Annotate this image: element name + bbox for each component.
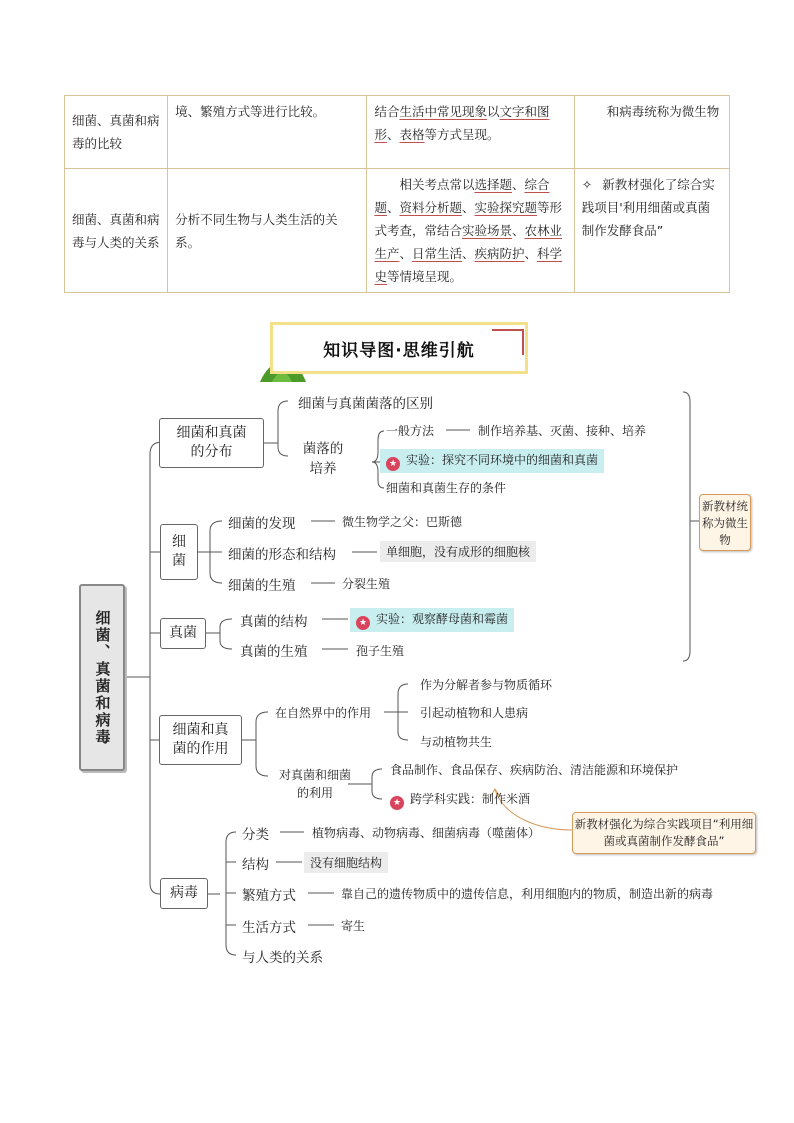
exam-text: 、: [399, 246, 412, 261]
exam-text: 、: [511, 177, 525, 192]
star-icon: ★: [390, 796, 404, 810]
exam-text: 结合: [374, 104, 400, 119]
branch-virus: [160, 878, 208, 909]
virus-lifestyle: 生活方式: [242, 920, 296, 936]
star-icon: ★: [386, 457, 400, 471]
branch-label: 细菌和真菌的作用: [172, 722, 229, 757]
branch-label: 病毒: [170, 885, 198, 901]
bacteria-discovery: 细菌的发现: [228, 516, 296, 532]
exam-text: 、: [461, 246, 475, 261]
table-row: [65, 96, 730, 169]
bacteria-reproduction-detail: 分裂生殖: [342, 577, 391, 591]
virus-lifestyle-detail: 寄生: [341, 919, 366, 933]
summary-table: [64, 95, 730, 293]
exam-text: 、: [386, 127, 400, 142]
banner-title: 知识导图·思维引航: [323, 340, 475, 361]
requirement-cell: 境、繁殖方式等进行比较。: [168, 96, 367, 169]
general-method: 一般方法: [386, 424, 435, 438]
branch-fungi: [160, 618, 206, 649]
topic-cell: 细菌、真菌和病毒的比较: [65, 96, 168, 169]
fungi-reproduction-detail: 孢子生殖: [356, 644, 405, 658]
sparkle-icon: ✧: [581, 177, 593, 192]
root-label: 细菌、真菌和病毒: [93, 609, 112, 746]
fungi-reproduction: 真菌的生殖: [240, 644, 308, 660]
virus-structure: 结构: [242, 857, 269, 873]
exam-keyword: 综合题: [374, 177, 550, 215]
exam-text: 、: [524, 246, 538, 261]
general-method-detail: 制作培养基、灭菌、接种、培养: [478, 424, 647, 438]
exam-keyword: 日常生活: [411, 246, 462, 261]
mindmap-root: [79, 584, 125, 771]
exam-cell: [367, 169, 574, 293]
note-text: 新教材强化了综合实践项目'利用细菌或真菌制作发酵食品”: [581, 177, 715, 238]
table-row: [65, 169, 730, 293]
experiment-yeast-mold: [350, 608, 514, 632]
callout-note: 新教材强化为综合实践项目“利用细菌或真菌制作发酵食品”: [572, 812, 756, 854]
banner-corner-mark: [492, 329, 524, 355]
branch-label: 细菌: [172, 534, 186, 569]
note-cell: [574, 169, 729, 293]
exam-cell: [367, 96, 574, 169]
experiment-environment: [380, 449, 604, 473]
side-note: 新教材统称为微生物: [699, 494, 751, 551]
virus-classification: 分类: [242, 827, 269, 843]
human-use: 对真菌和细菌的利用: [278, 768, 351, 800]
fungi-structure: 真菌的结构: [240, 614, 308, 630]
topic-cell: 细菌、真菌和病毒与人类的关系: [65, 169, 168, 293]
exam-keyword: 科学史: [374, 246, 563, 284]
requirement-cell: 分析不同生物与人类生活的关系。: [168, 169, 367, 293]
survival-conditions: 细菌和真菌生存的条件: [386, 481, 507, 495]
star-icon: ★: [356, 616, 370, 630]
practice-rice-wine: [390, 790, 530, 810]
branch-bacteria: [160, 524, 198, 580]
exam-text: 等情境呈现。: [386, 269, 462, 284]
exam-text: 、: [511, 223, 525, 238]
practice-label: 跨学科实践：制作米酒: [410, 792, 531, 806]
exam-text: 等方式呈现。: [424, 127, 500, 142]
exam-text: 以: [486, 104, 500, 119]
virus-classification-detail: 植物病毒、动物病毒、细菌病毒（噬菌体）: [312, 826, 541, 840]
bacteria-discovery-detail: 微生物学之父：巴斯德: [342, 515, 463, 529]
use-areas: 食品制作、食品保存、疾病防治、清洁能源和环境保护: [390, 763, 679, 777]
virus-human-relation: 与人类的关系: [242, 950, 323, 966]
cause-disease: 引起动植物和人患病: [420, 706, 529, 720]
role-in-nature: 在自然界中的作用: [275, 706, 372, 720]
bacteria-structure-detail: 单细胞，没有成形的细胞核: [380, 541, 536, 562]
exam-keyword: 实验场景: [461, 223, 512, 238]
branch-distribution: [159, 418, 264, 468]
symbiosis: 与动植物共生: [420, 735, 493, 749]
colony-culture: 菌落的培养: [302, 441, 344, 477]
exam-keyword: 生活中常见现象: [399, 104, 487, 119]
bacteria-reproduction: 细菌的生殖: [228, 578, 296, 594]
branch-role: [159, 715, 242, 765]
experiment-label: 实验：观察酵母菌和霉菌: [376, 612, 509, 626]
exam-text: 、: [461, 200, 475, 215]
virus-reproduction: 繁殖方式: [242, 888, 296, 904]
section-banner: [270, 322, 528, 374]
branch-label: 细菌和真菌的分布: [176, 425, 247, 460]
branch-label: 真菌: [169, 625, 197, 641]
virus-reproduction-detail: 靠自己的遗传物质中的遗传信息，利用细胞内的物质，制造出新的病毒: [341, 887, 714, 901]
exam-keyword: 表格: [399, 127, 425, 142]
exam-keyword: 农林业生产: [374, 223, 562, 261]
exam-keyword: 疾病防护: [474, 246, 525, 261]
exam-keyword: 文字和图形: [374, 104, 550, 142]
virus-structure-detail: 没有细胞结构: [304, 852, 388, 873]
exam-keyword: 资料分析题: [399, 200, 462, 215]
bacteria-structure: 细菌的形态和结构: [228, 547, 336, 563]
exam-text: 等形式考查，常结合: [374, 200, 563, 238]
exam-text: 、: [386, 200, 400, 215]
experiment-label: 实验：探究不同环境中的细菌和真菌: [406, 453, 599, 467]
note-cell: 和病毒统称为微生物: [574, 96, 729, 169]
exam-text: 相关考点常以: [399, 177, 475, 192]
exam-keyword: 选择题: [474, 177, 512, 192]
decomposer: 作为分解者参与物质循环: [420, 678, 553, 692]
colony-difference: 细菌与真菌菌落的区别: [298, 396, 433, 412]
exam-keyword: 实验探究题: [474, 200, 538, 215]
